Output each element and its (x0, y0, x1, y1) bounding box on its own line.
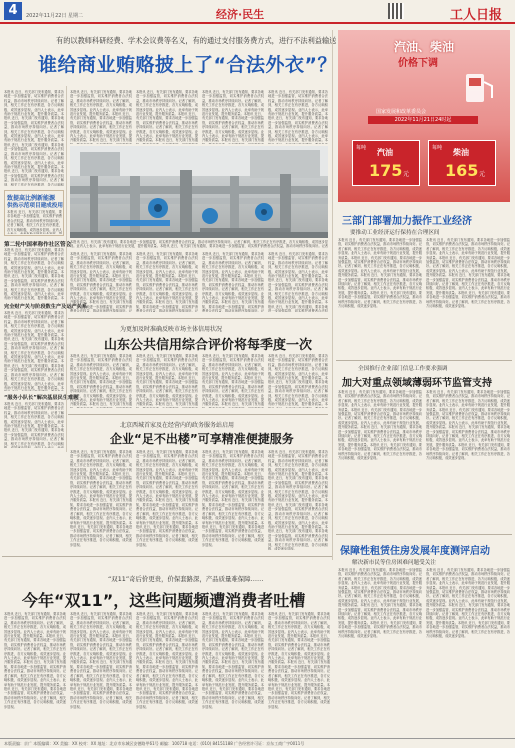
fuel-pump-icon (458, 70, 498, 104)
qr-code-icon (388, 3, 404, 19)
bottom-body-5 (268, 612, 330, 734)
lead-body-col-3 (136, 90, 198, 144)
right-story-2-body-2 (426, 390, 510, 530)
gas-unit: 元 (403, 171, 410, 178)
right-story-1-title: 三部门部署加力振作工业经济 (342, 216, 472, 227)
left-story-3-title: “服务小队长”解决基层民生难题 (4, 395, 79, 401)
gas-label: 每吨 (356, 145, 367, 151)
box-body (7, 210, 62, 234)
right-story-3-subtitle: 解决新市民等住房困难问题受关注 (352, 560, 436, 566)
gas-name: 汽油 (377, 148, 393, 157)
lead-body-lower-2 (136, 252, 198, 312)
lead-title: 谁给商业贿赂披上了“合法外衣”？ (38, 54, 337, 76)
beijing-body-3 (202, 450, 264, 550)
right-story-1-body-2 (426, 238, 510, 356)
mid-body-4 (268, 354, 328, 408)
diesel-unit: 元 (479, 171, 486, 178)
right-story-1-subtitle: 要推动工业经济运行保持在合理区间 (350, 230, 440, 236)
beijing-body-4 (268, 450, 328, 550)
pipes-illustration (70, 146, 328, 238)
diesel-num: 165 (445, 161, 479, 180)
left-story-2-body (4, 311, 64, 391)
gas-num: 175 (369, 161, 403, 180)
beijing-kicker: 北京西城首家及在经营内的政务服务站启用 (120, 422, 235, 429)
bottom-body-2 (70, 612, 132, 734)
photo-caption (70, 240, 328, 249)
lead-body-col-2 (70, 90, 132, 144)
page-number: 4 (4, 2, 22, 20)
right-story-3-body-2 (426, 568, 510, 734)
lead-body-lower-4 (268, 252, 328, 312)
bottom-title: 今年“双11”，这些问题频遭消费者吐槽 (22, 591, 306, 610)
lead-body-lower-1 (70, 252, 132, 312)
left-story-3-body (4, 402, 64, 448)
masthead (0, 0, 515, 24)
left-story-1-title: 第二轮中国率称作社区管会 (4, 242, 72, 248)
box-title-2: 供热示范项目建成投用 (7, 203, 63, 209)
bottom-body-4 (202, 612, 264, 734)
lead-body-col-4 (202, 90, 264, 144)
right-story-3-body-1 (338, 568, 422, 734)
date-line: 2022年11月22日 星期二 (26, 13, 84, 19)
left-box (4, 190, 64, 236)
bottom-body-1 (4, 612, 66, 734)
mid-title: 山东公共信用综合评价将每季度一次 (104, 338, 313, 353)
beijing-body-1 (70, 450, 132, 550)
mid-body-3 (202, 354, 264, 408)
mid-body-1 (70, 354, 132, 408)
lead-body-col-5 (268, 90, 328, 144)
right-story-2-kicker: 全国推行企业部门信息工作要求强调 (358, 366, 448, 372)
lead-kicker: 有的以教师科研经费、学术会议费等名义，有的通过支付服务费方式，进行不法利益输送 (56, 36, 337, 45)
section-title: 经济·民生 (216, 8, 265, 21)
industrial-pipes-photo (70, 146, 328, 238)
diesel-price-box (428, 140, 496, 186)
beijing-title: 企业“足不出楼”可享精准便捷服务 (110, 432, 294, 446)
mid-kicker: 为更加及时准确反映市场主体信用状况 (120, 326, 223, 333)
beijing-body-2 (136, 450, 198, 550)
footer-text: 本版责编：京广 本版编辑：XX 美编：XX 校对：XX 地址：北京市东城区安德路甲61号 邮编：100718 电话：(010) 84151188 广告经营许可证：京东工商广字0011号 (4, 741, 305, 746)
left-story-1-body (4, 248, 64, 300)
bottom-kicker: “双11”奇后价更贵，价保套路深，产品质量难保障…… (108, 575, 264, 583)
right-story-3-title: 保障性租赁住房发展年度测评启动 (340, 546, 490, 557)
paper-name-logo: 工人日报 (450, 8, 503, 23)
right-story-1-body-1 (338, 238, 422, 356)
lead-body-left (4, 90, 64, 186)
fuel-ad-title-1: 汽油、柴油 (394, 40, 455, 54)
fuel-ad-line-2: 2022年11月21日24时起 (368, 116, 478, 124)
right-story-2-body-1 (338, 390, 422, 530)
fuel-ad-title-2: 价格下调 (398, 58, 438, 69)
diesel-name: 柴油 (453, 148, 469, 157)
gas-price-box (352, 140, 420, 186)
mid-body-2 (136, 354, 198, 408)
left-story-2-title: 完全财产关与阶段数生产及运产关系 (4, 304, 88, 310)
footer (0, 738, 515, 748)
fuel-ad-line-1: 国家发展和改革委员会 (376, 109, 427, 115)
diesel-label: 每吨 (432, 145, 443, 151)
bottom-body-3 (136, 612, 198, 734)
box-title-1: 致提高比例新能源 (7, 195, 56, 202)
right-story-2-title: 加大对重点领域薄弱环节监管支持 (342, 378, 492, 389)
fuel-price-ad (338, 30, 510, 202)
lead-body-lower-3 (202, 252, 264, 312)
